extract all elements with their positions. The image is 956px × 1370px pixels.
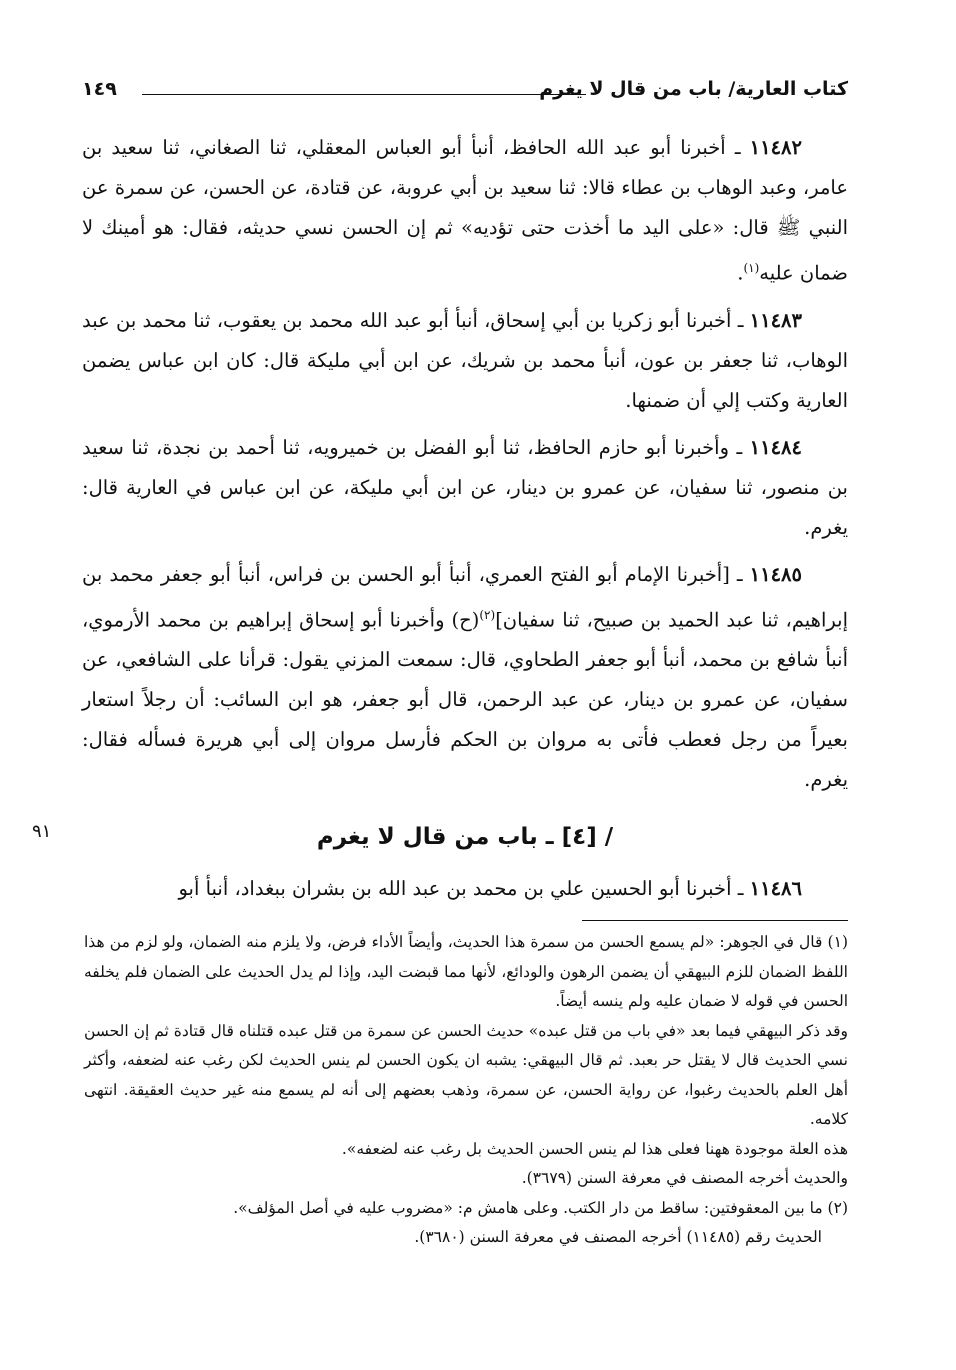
footnote: (٢) ما بين المعقوفتين: ساقط من دار الكتب. وعلى هامش م: «مضروب عليه في أصل المؤلف». (233, 1198, 848, 1217)
hadith-paragraph (82, 555, 848, 801)
hadith-text-end: (ح) وأخبرنا أبو إسحاق إبراهيم بن محمد الأرموي، أنبأ شافع بن محمد، أنبأ أبو جعفر الطحاوي، قال: سمعت المزني يقول: قرأنا على الشافعي، عن سفيان، عن عمرو بن دينار، عن عبد الرحمن، قال أبو جعفر، هو ابن السائب: أن رجلاً استعار بعيراً من رجل فعطب فأتى به مروان بن الحكم فأرسل مروان إلى أبي هريرة فسأله فقال: يغرم. (82, 608, 848, 791)
margin-reference: ٩١ (32, 821, 52, 842)
footnotes (84, 928, 848, 1253)
main-text (32, 128, 848, 916)
chapter-heading (32, 807, 848, 869)
hadith-text: ـ [أخبرنا الإمام أبو الفتح العمري، أنبأ أبو الحسن بن فراس، أنبأ أبو جعفر محمد بن إبراهيم، ثنا عبد الحميد بن صبيح، ثنا سفيان] (82, 562, 848, 631)
hadith-text: ـ أخبرنا أبو الحسين علي بن محمد بن عبد الله بن بشران ببغداد، أنبأ أبو (178, 877, 750, 900)
footnote: هذه العلة موجودة ههنا فعلى هذا لم ينس الحسن الحديث بل رغب عنه لضعفه». (341, 1139, 848, 1158)
footnote: الحديث رقم (١١٤٨٥) أخرجه المصنف في معرفة السنن (٣٦٨٠). (414, 1228, 822, 1246)
hadith-text: ـ وأخبرنا أبو حازم الحافظ، ثنا أبو الفضل بن خميرويه، ثنا أحمد بن نجدة، ثنا سعيد بن منصور، ثنا سفيان، عن عمرو بن دينار، عن ابن أبي مليكة، عن ابن عباس في العارية قال: يغرم. (82, 435, 848, 539)
footnote-marker: (١) (743, 261, 760, 275)
running-title: كتاب العارية/ باب من قال لا يغرم (539, 78, 848, 100)
hadith-paragraph (82, 128, 848, 294)
hadith-number: ١١٤٨٥ (749, 562, 802, 586)
hadith-number: ١١٤٨٢ (749, 136, 802, 159)
hadith-text: ـ أخبرنا أبو عبد الله الحافظ، أنبأ أبو العباس المعقلي، ثنا الصغاني، ثنا سعيد بن عامر، وعبد الوهاب بن عطاء قالا: ثنا سعيد بن أبي عروبة، عن قتادة، عن الحسن، عن سمرة عن النبي ﷺ قال: «على اليد ما أخذت حتى تؤديه» ثم إن الحسن نسي حديثه، فقال: هو أمينك لا ضمان عليه (82, 136, 848, 285)
chapter-title: / [٤] ـ باب من قال لا يغرم (316, 824, 614, 850)
hadith-text: ـ أخبرنا أبو زكريا بن أبي إسحاق، أنبأ أبو عبد الله محمد بن يعقوب، ثنا محمد بن عبد الوهاب، ثنا جعفر بن عون، أنبأ محمد بن شريك، عن ابن أبي مليكة قال: كان ابن عباس يضمن العارية وكتب إلي أن ضمنها. (82, 308, 848, 412)
hadith-number: ١١٤٨٣ (749, 308, 802, 332)
footnote: والحديث أخرجه المصنف في معرفة السنن (٣٦٧٩). (521, 1169, 848, 1187)
running-header (82, 78, 848, 110)
hadith-number: ١١٤٨٤ (749, 435, 802, 459)
hadith-paragraph (82, 869, 848, 909)
footnote-separator (582, 920, 848, 921)
footnote: وقد ذكر البيهقي فيما بعد «في باب من قتل عبده» حديث الحسن عن سمرة من قتل عبده قتلناه قال قتادة ثم إن الحسن نسي الحديث قال لا يقتل حر بعبد. ثم قال البيهقي: يشبه ان يكون الحسن لم ينس الحديث لكن رغب عنه لضعفه، وأكثر أهل العلم بالحديث رغبوا، عن رواية الحسن، عن سمرة، وذهب بعضهم إلى أنه لم يسمع منه غير حديث العقيقة. انتهى كلامه. (84, 1021, 848, 1128)
footnote: (١) قال في الجوهر: «لم يسمع الحسن من سمرة هذا الحديث، وأيضاً الأداء فرض، ولا يلزم منه الضمان، ولو لزم من هذا اللفظ الضمان للزم البيهقي أن يضمن الرهون والودائع، لأنها مما قبضت اليد، وإذا لم يدل الحديث على الضمان فلم يخلفه الحسن في قوله لا ضمان عليه ولم ينسه أيضاً. (84, 933, 848, 1010)
header-rule (142, 94, 586, 95)
hadith-paragraph (82, 428, 848, 548)
hadith-number: ١١٤٨٦ (749, 877, 802, 900)
hadith-paragraph (82, 301, 848, 421)
footnote-marker: (٢) (479, 607, 496, 622)
page-number: ١٤٩ (82, 78, 117, 100)
hadith-text-end: . (737, 261, 744, 285)
